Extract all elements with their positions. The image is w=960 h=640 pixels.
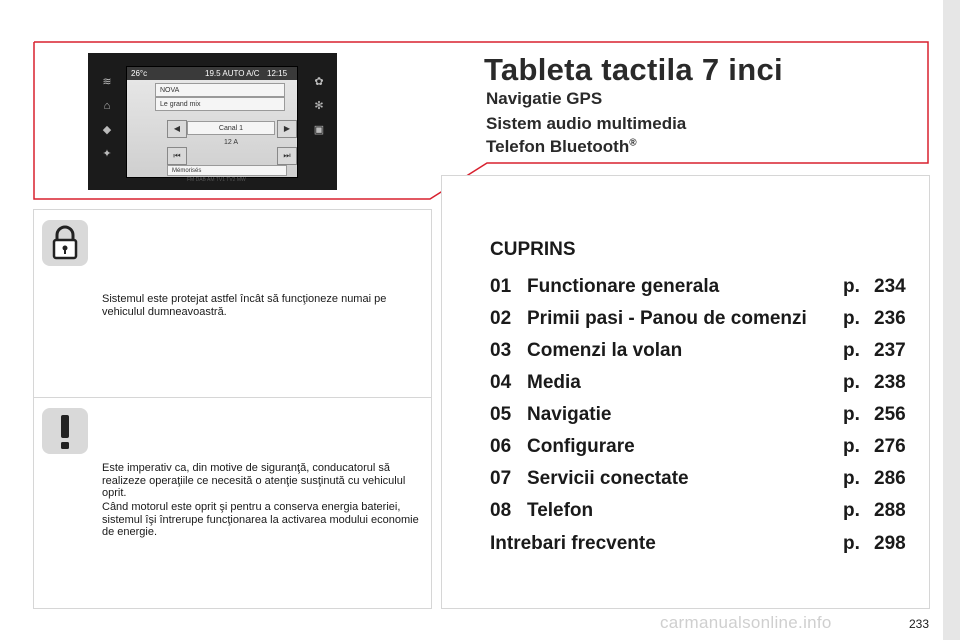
page-number: 233 [909,617,930,631]
toc-item-label: Servicii conectate [527,468,689,489]
toc-item[interactable] [490,404,910,430]
toc-item-page: 238 [874,372,906,393]
toc-heading: CUPRINS [490,239,576,260]
screen-rewind-icon: ⏮ [167,147,187,165]
screen-station-sub: Le grand mix [155,97,285,111]
lock-icon [42,220,88,266]
toc-item-label: Telefon [527,500,594,521]
notice-safety-text-1: Este imperativ ca, din motive de siguranţă, conducatorul să realizeze operaţiile ce necesită o atenţie susţinută cu vehiculul oprit. [102,462,406,499]
device-screen [126,66,298,183]
toc-item-label: Media [527,372,581,393]
toc-item-number: 01 [490,276,512,297]
notice-protection-text: Sistemul este protejat astfel încât să funcţioneze numai pe vehiculul dumneavoastră. [102,293,387,318]
toc-item-faq[interactable] [490,533,910,559]
screen-status-bar [127,67,297,80]
toc-item-label: Configurare [527,436,635,457]
toc-item-number: 03 [490,340,512,361]
screen-channel: Canal 1 [187,121,275,135]
toc-item-page: 276 [874,436,906,457]
watermark: carmanualsonline.info [660,613,832,632]
toc-item-page: 288 [874,500,906,521]
book-icon: ▣ [313,124,325,136]
screen-temp-left: 26°c [131,69,148,78]
screen-bands: FM DAB AM TV1 TV2 MW [187,177,246,183]
notice-protection [33,209,432,399]
fan-icon: ✻ [314,100,324,112]
settings-icon: ✿ [314,76,324,88]
screen-channel-sub: 12 A [223,139,238,146]
subtitle-bluetooth-text: Telefon Bluetooth [486,137,630,156]
toc-item[interactable] [490,468,910,494]
toc-item-p: p. [843,404,860,425]
subtitle-audio: Sistem audio multimedia [486,114,687,133]
toc-item[interactable] [490,436,910,462]
touchscreen-device-photo [88,53,337,190]
registered-mark: ® [629,137,637,149]
subtitle-navigation: Navigatie GPS [486,89,603,108]
notice-safety [33,397,432,609]
toc-item-label: Navigatie [527,404,612,425]
screen-forward-icon: ⏭ [277,147,297,165]
toc-item-page: 237 [874,340,906,361]
toc-item-p: p. [843,308,860,329]
toc-item-p: p. [843,276,860,297]
toc-item-p: p. [843,340,860,361]
toc-item-p: p. [843,372,860,393]
toc-faq-label: Intrebari frecvente [490,533,656,554]
screen-memories: Mémorisés [167,165,287,176]
toc-item-label: Functionare generala [527,276,720,297]
navigation-icon: ✦ [102,148,112,160]
screen-station [155,83,285,97]
toc-item[interactable] [490,372,910,398]
toc-item-page: 236 [874,308,906,329]
notice-safety-text-2: Când motorul este oprit şi pentru a conserva energia bateriei, sistemul îşi întrerupe funcţionarea la activarea modului economie de energie. [102,501,419,538]
warning-icon [42,408,88,454]
toc-item-label: Primii pasi - Panou de comenzi [527,308,807,329]
seat-icon: ⌂ [103,100,111,112]
car-icon: ◆ [102,124,112,136]
toc-item[interactable] [490,340,910,366]
toc-item-page: 256 [874,404,906,425]
subtitle-bluetooth [486,137,637,157]
page-title: Tableta tactila 7 inci [484,52,783,87]
toc-item-page: 234 [874,276,906,297]
toc-item-number: 06 [490,436,512,457]
toc-item-number: 04 [490,372,512,393]
screen-clock: 12:15 [267,69,288,78]
toc-item-page: 286 [874,468,906,489]
toc-item[interactable] [490,500,910,526]
air-vents-icon: ≋ [102,76,112,88]
toc-item-p: p. [843,436,860,457]
toc-item-number: 08 [490,500,512,521]
toc-item-p: p. [843,468,860,489]
toc-faq-page: 298 [874,533,906,554]
toc-item[interactable] [490,276,910,302]
toc-item[interactable] [490,308,910,334]
screen-next-icon: ▶ [277,120,297,138]
toc-item-number: 05 [490,404,512,425]
toc-item-p: p. [843,500,860,521]
screen-prev-icon: ◀ [167,120,187,138]
right-margin-band [943,0,960,640]
toc-item-number: 02 [490,308,512,329]
screen-station-name: NOVA [160,87,180,94]
toc-faq-p: p. [843,533,860,554]
screen-climate: 19.5 AUTO A/C [205,69,260,78]
toc-item-label: Comenzi la volan [527,340,683,361]
toc-item-number: 07 [490,468,512,489]
